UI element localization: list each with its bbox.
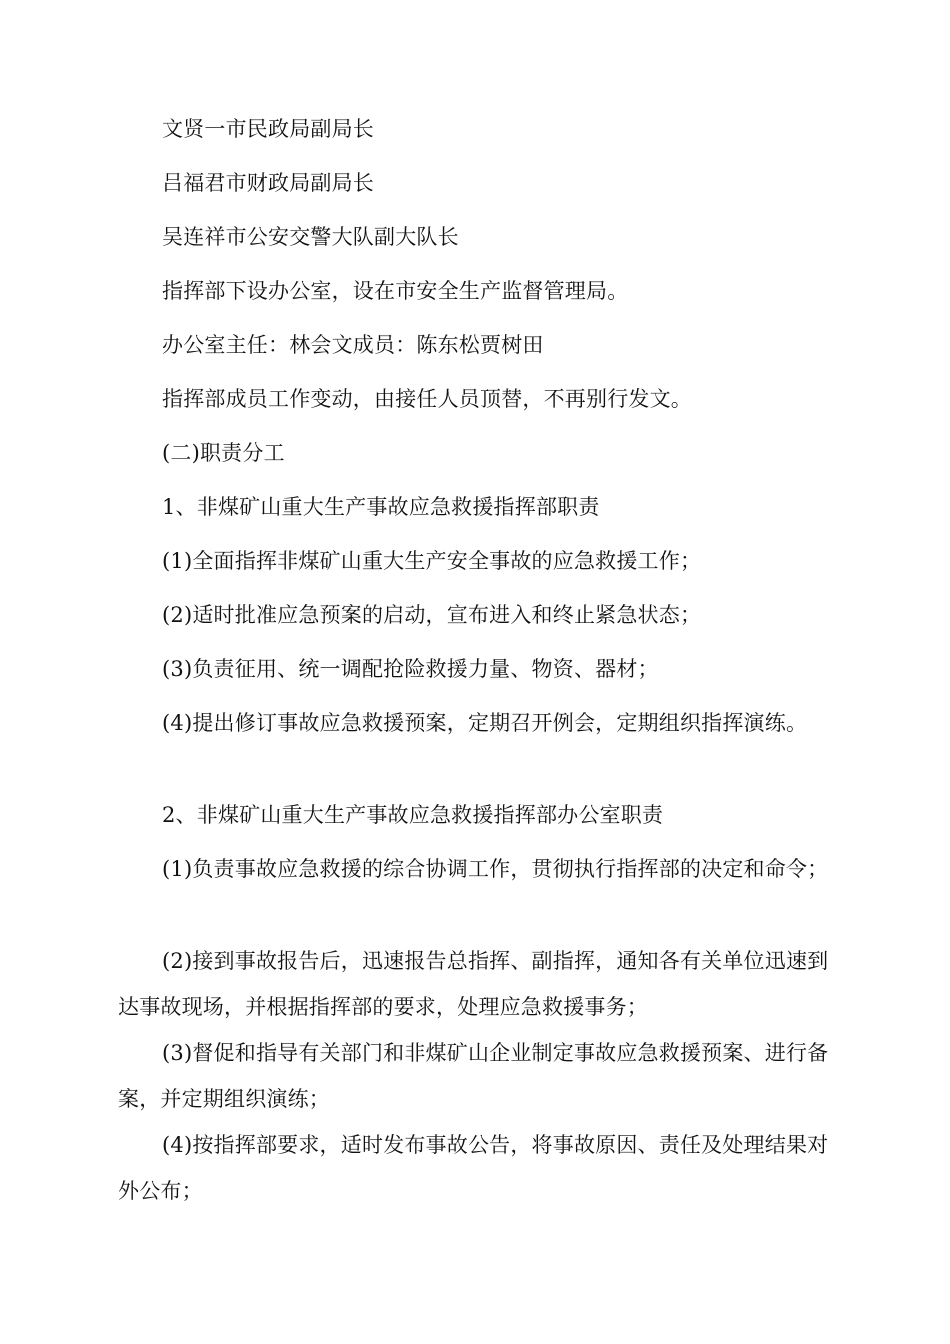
list-item-hq-2: (2)适时批准应急预案的启动，宣布进入和终止紧急状态； — [162, 603, 702, 627]
list-item-office-3: (3)督促和指导有关部门和非煤矿山企业制定事故应急救援预案、进行备案，并定期组织演练； — [118, 1041, 829, 1111]
list-item-office-1: (1)负责事故应急救援的综合协调工作，贯彻执行指挥部的决定和命令； — [162, 857, 829, 881]
list-item-hq-4: (4)提出修订事故应急救援预案，定期召开例会，定期组织指挥演练。 — [162, 711, 808, 735]
paragraph-office-staff: 办公室主任：林会文成员：陈东松贾树田 — [162, 333, 544, 357]
paragraph-member-lv: 吕福君市财政局副局长 — [162, 171, 374, 195]
list-item-hq-3: (3)负责征用、统一调配抢险救援力量、物资、器材； — [162, 657, 659, 681]
subheading-office-duties: 2、非煤矿山重大生产事故应急救援指挥部办公室职责 — [162, 803, 664, 827]
list-item-hq-1: (1)全面指挥非煤矿山重大生产安全事故的应急救援工作； — [162, 549, 702, 573]
paragraph-member-wen: 文贤一市民政局副局长 — [162, 117, 374, 141]
paragraph-member-wu: 吴连祥市公安交警大队副大队长 — [162, 225, 459, 249]
paragraph-office-location: 指挥部下设办公室，设在市安全生产监督管理局。 — [162, 279, 629, 303]
list-item-office-4: (4)按指挥部要求，适时发布事故公告，将事故原因、责任及处理结果对外公布； — [118, 1133, 829, 1203]
paragraph-member-change: 指挥部成员工作变动，由接任人员顶替，不再别行发文。 — [162, 387, 692, 411]
list-item-office-2: (2)接到事故报告后，迅速报告总指挥、副指挥，通知各有关单位迅速到达事故现场，并根据指挥部的要求，处理应急救援事务； — [118, 949, 829, 1019]
subheading-hq-duties: 1、非煤矿山重大生产事故应急救援指挥部职责 — [162, 495, 600, 519]
section-heading-duties: (二)职责分工 — [162, 441, 285, 465]
